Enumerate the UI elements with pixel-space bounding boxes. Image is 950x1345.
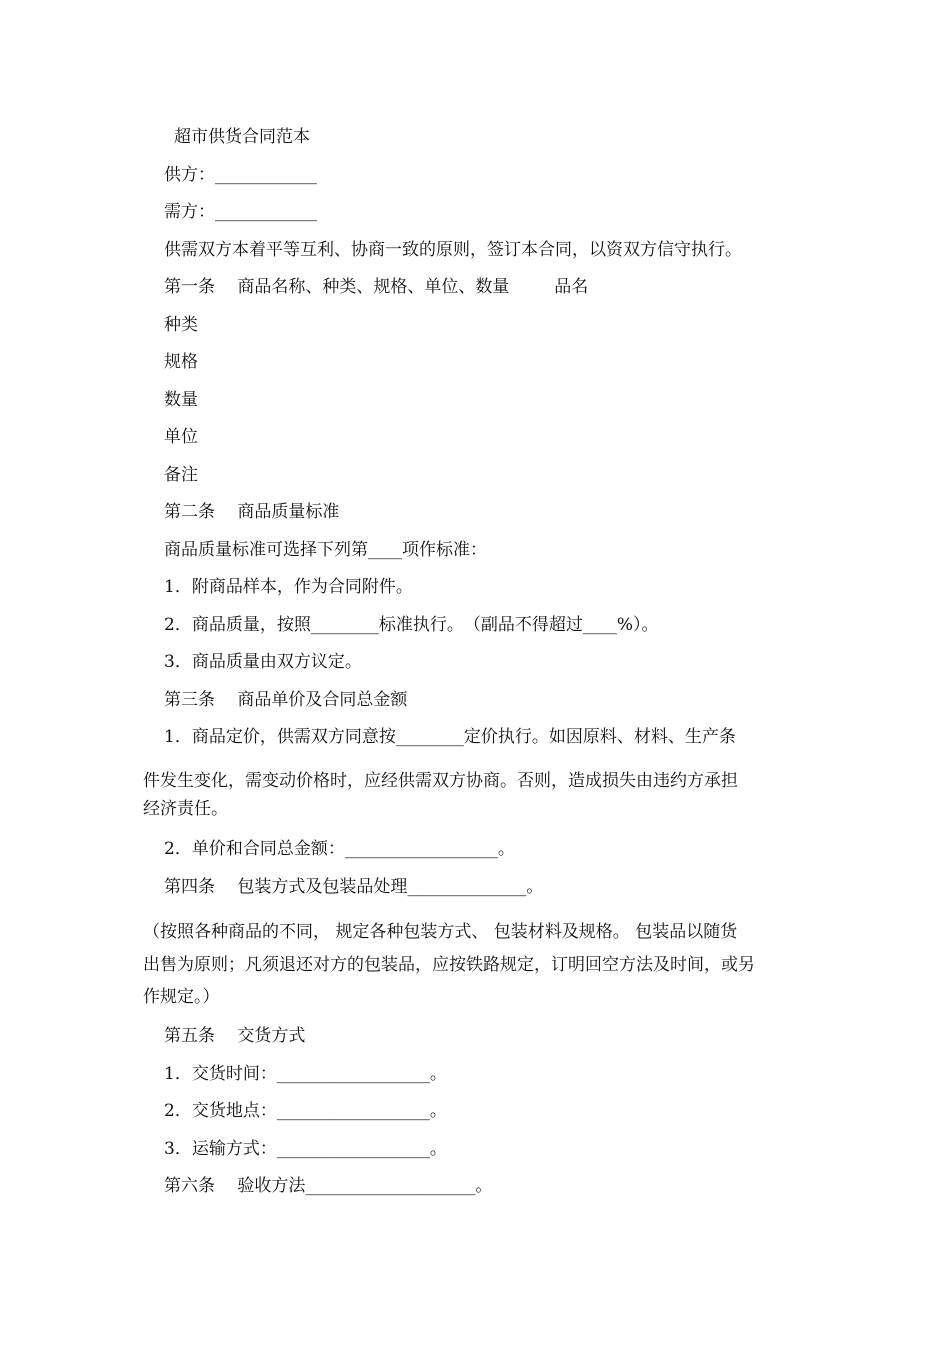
article-3-para-1-line-3: 经济责任。 [143,799,228,819]
article-6-heading: 第六条 验收方法____________________。 [164,1176,493,1196]
field-category: 种类 [164,315,198,335]
article-2-item-2: 2．商品质量，按照________标准执行。 （副品不得超过____%）。 [164,615,659,635]
article-5-heading: 第五条 交货方式 [164,1026,306,1046]
intro-paragraph: 供需双方本着平等互利、协商一致的原则，签订本合同，以资双方信守执行。 [164,240,742,260]
article-4-heading: 第四条 包装方式及包装品处理______________。 [164,877,544,897]
article-3-para-1-line-1: 1．商品定价，供需双方同意按________定价执行。如因原料、材料、生产条 [164,727,736,747]
article-3-para-2: 2．单价和合同总金额：__________________。 [164,839,515,859]
supplier-line: 供方：____________ [164,165,317,185]
field-remarks: 备注 [164,465,198,485]
field-unit: 单位 [164,427,198,447]
article-5-item-2: 2．交货地点：__________________。 [164,1101,447,1121]
article-5-item-1: 1．交货时间：__________________。 [164,1064,447,1084]
field-quantity: 数量 [164,390,198,410]
article-3-heading: 第三条 商品单价及合同总金额 [164,690,408,710]
article-2-item-3: 3．商品质量由双方议定。 [164,652,362,672]
article-2-item-1: 1．附商品样本，作为合同附件。 [164,577,413,597]
field-spec: 规格 [164,352,198,372]
article-4-note-line-3: 作规定。） [143,987,220,1007]
article-5-item-3: 3．运输方式：__________________。 [164,1139,447,1159]
article-4-note-line-2: 出售为原则；凡须退还对方的包装品，应按铁路规定，订明回空方法及时间，或另 [143,955,755,975]
article-4-note-line-1: （按照各种商品的不同， 规定各种包装方式、 包装材料及规格。 包装品以随货 [143,922,738,942]
article-2-heading: 第二条 商品质量标准 [164,502,340,522]
article-2-intro: 商品质量标准可选择下列第____项作标准： [164,540,487,560]
buyer-line: 需方：____________ [164,202,317,222]
document-title: 超市供货合同范本 [174,127,310,147]
article-3-para-1-line-2: 件发生变化，需变动价格时，应经供需双方协商。否则，造成损失由违约方承担 [143,771,738,791]
article-1-heading: 第一条 商品名称、种类、规格、单位、数量 品名 [164,277,589,297]
